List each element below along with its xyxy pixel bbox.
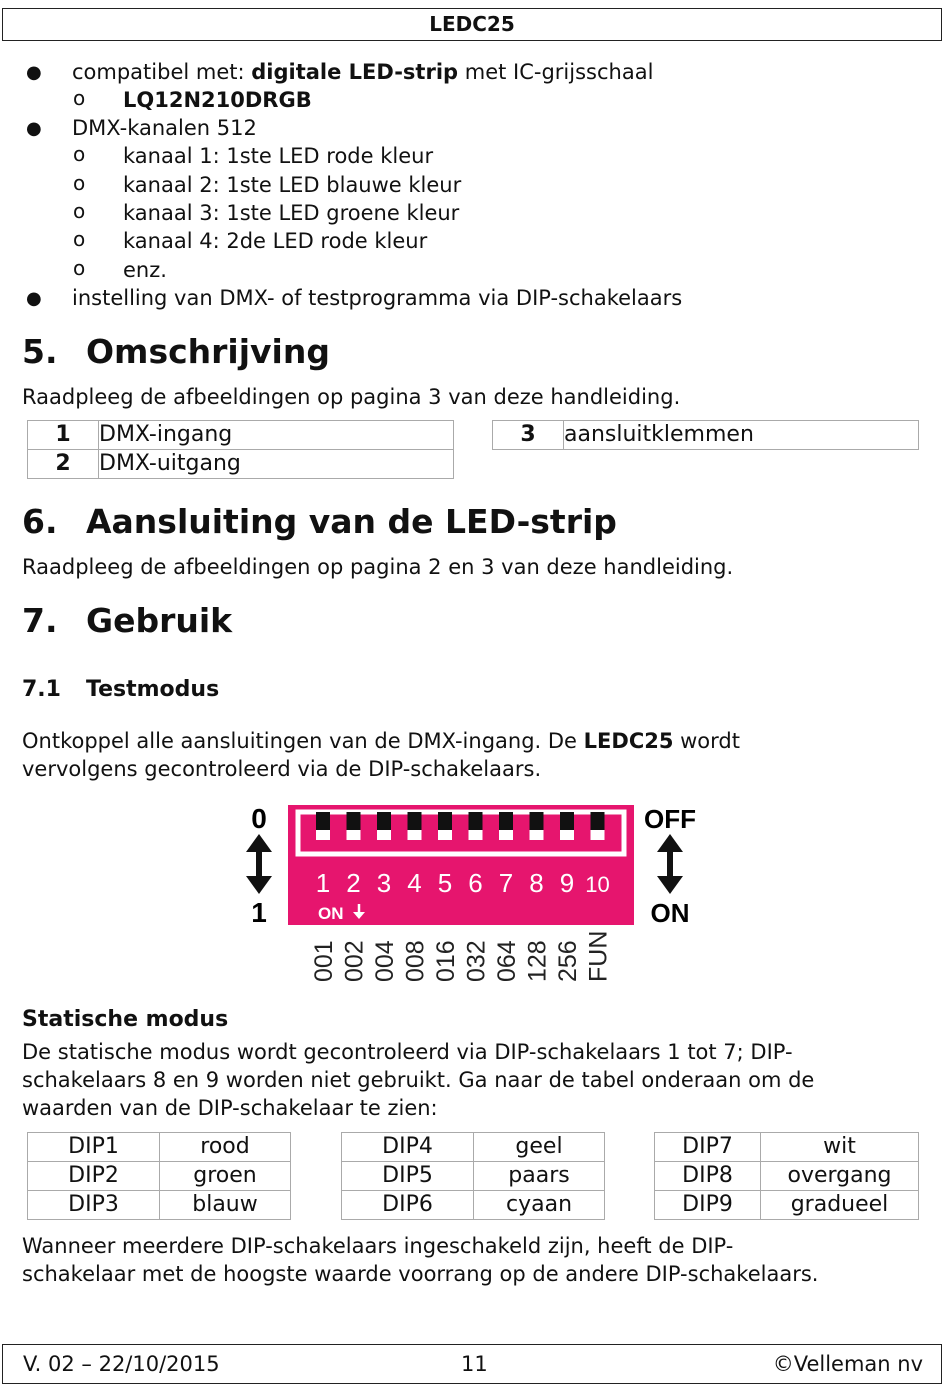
feature-dmx-channels: DMX-kanalen 512 (72, 116, 257, 140)
dip-switch-number: 3 (376, 868, 392, 898)
dip-switch-number: 10 (585, 872, 610, 897)
table-row (28, 421, 454, 450)
part-number: 3 (493, 421, 564, 450)
dip-switch-value: 008 (401, 940, 430, 982)
channel-item: kanaal 4: 2de LED rode kleur (123, 229, 428, 253)
color-cell: wit (761, 1133, 919, 1162)
color-cell: blauw (160, 1191, 291, 1220)
color-cell: cyaan (474, 1191, 605, 1220)
compat-bold: digitale LED-strip (251, 60, 459, 84)
dip-switch-value: 032 (462, 940, 491, 982)
feature-compat (72, 58, 653, 86)
section-number: 7. (22, 601, 58, 640)
product-name: LEDC25 (583, 729, 674, 753)
section-6-intro: Raadpleeg de afbeeldingen op pagina 2 en 3 van deze handleiding. (22, 555, 734, 579)
part-label: DMX-uitgang (99, 450, 454, 479)
parts-table-right (492, 420, 919, 450)
color-cell: overgang (761, 1162, 919, 1191)
part-label: aansluitklemmen (564, 421, 919, 450)
dip-switch-number: 6 (468, 868, 483, 898)
section-title: Testmodus (86, 677, 220, 702)
dip-cell: DIP4 (342, 1133, 474, 1162)
dip-cell: DIP2 (28, 1162, 160, 1191)
bullet-icon: ● (26, 118, 42, 139)
dip-switch-knob (316, 812, 330, 830)
testmode-paragraph-line2: vervolgens gecontroleerd via de DIP-schakelaars. (22, 757, 542, 781)
dip-switch-value: 128 (523, 940, 552, 982)
dip-color-table-2 (341, 1132, 605, 1220)
dip-switch-value: 001 (310, 940, 338, 982)
on-indicator-label: ON (318, 904, 344, 923)
color-cell: rood (160, 1133, 291, 1162)
sub-bullet-icon: o (73, 86, 86, 110)
channel-item: kanaal 3: 1ste LED groene kleur (123, 201, 460, 225)
table-row (28, 1133, 291, 1162)
dip-switch-knob (377, 812, 391, 830)
section-title: Omschrijving (86, 332, 330, 371)
dip-switch-value: 004 (371, 940, 399, 982)
dip-cell: DIP1 (28, 1133, 160, 1162)
channel-item: kanaal 1: 1ste LED rode kleur (123, 144, 434, 168)
dip-switch-number: 9 (559, 868, 575, 898)
dip-color-table-3 (654, 1132, 919, 1220)
section-5-heading (22, 332, 330, 371)
dip-switch-knob (469, 812, 483, 830)
dip-switch-knob (560, 812, 574, 830)
dip-switch-number: 1 (315, 868, 331, 898)
right-bottom-label: ON (650, 898, 690, 928)
static-mode-line: waarden van de DIP-schakelaar te zien: (22, 1096, 438, 1120)
section-number: 7.1 (22, 677, 61, 702)
dip-switch-number: 2 (346, 868, 361, 898)
table-row (342, 1133, 605, 1162)
page-footer (2, 1344, 942, 1384)
compat-prefix: compatibel met: (72, 60, 252, 84)
section-5-intro: Raadpleeg de afbeeldingen op pagina 3 van deze handleiding. (22, 385, 681, 409)
left-bottom-label: 1 (251, 897, 267, 928)
table-row (28, 1191, 291, 1220)
dip-switch-value: 016 (432, 940, 460, 982)
table-row (342, 1191, 605, 1220)
section-7-1-heading (22, 677, 219, 702)
dip-switch-value: 002 (340, 940, 369, 982)
footer-copyright: ©Velleman nv (772, 1352, 923, 1376)
dip-switch-knob (408, 812, 422, 830)
table-row (493, 421, 919, 450)
priority-note-line: Wanneer meerdere DIP-schakelaars ingeschakeld zijn, heeft de DIP- (22, 1234, 734, 1258)
dip-cell: DIP9 (655, 1191, 761, 1220)
bullet-icon: ● (26, 62, 42, 83)
bullet-icon: ● (26, 288, 42, 309)
priority-note-line: schakelaar met de hoogste waarde voorrang op de andere DIP-schakelaars. (22, 1262, 819, 1286)
feature-dip-setting: instelling van DMX- of testprogramma via DIP-schakelaars (72, 286, 683, 310)
color-cell: paars (474, 1162, 605, 1191)
dip-switch-knob (499, 812, 513, 830)
table-row (342, 1162, 605, 1191)
dip-cell: DIP7 (655, 1133, 761, 1162)
sub-bullet-icon: o (73, 227, 86, 251)
parts-table-left (27, 420, 454, 479)
dip-switch-knob (530, 812, 544, 830)
section-7-heading (22, 601, 232, 640)
dip-switch-knob (438, 812, 452, 830)
channel-item: enz. (123, 258, 167, 282)
text-span: Ontkoppel alle aansluitingen van de DMX-ingang. De (22, 729, 584, 753)
dip-switch-knob (347, 812, 361, 830)
static-mode-title: Statische modus (22, 1007, 229, 1032)
dip-switch-knob (591, 812, 605, 830)
right-double-arrow-icon (657, 834, 683, 894)
section-title: Gebruik (86, 601, 233, 640)
left-top-label: 0 (251, 803, 267, 834)
dip-switch-value: 256 (554, 940, 582, 982)
part-number: 2 (28, 450, 99, 479)
dip-switch-number: 7 (498, 868, 514, 898)
footer-page-number: 11 (461, 1352, 488, 1376)
sub-bullet-icon: o (73, 256, 86, 280)
sub-bullet-icon: o (73, 142, 86, 166)
dip-cell: DIP3 (28, 1191, 160, 1220)
section-number: 6. (22, 502, 58, 541)
right-top-label: OFF (644, 804, 696, 834)
dip-switch-number: 8 (529, 868, 544, 898)
sub-bullet-icon: o (73, 199, 86, 223)
color-cell: groen (160, 1162, 291, 1191)
feature-compat-sub: LQ12N210DRGB (123, 88, 312, 112)
sub-bullet-icon: o (73, 171, 86, 195)
table-row (655, 1162, 919, 1191)
dip-cell: DIP5 (342, 1162, 474, 1191)
dip-switch-number: 4 (407, 868, 422, 898)
text-span: wordt (673, 729, 740, 753)
footer-version: V. 02 – 22/10/2015 (23, 1352, 220, 1376)
left-double-arrow-icon (246, 834, 272, 894)
dip-switch-number: 5 (437, 868, 453, 898)
color-cell: gradueel (761, 1191, 919, 1220)
dip-color-table-1 (27, 1132, 291, 1220)
part-number: 1 (28, 421, 99, 450)
dip-switch-values (310, 931, 613, 982)
part-label: DMX-ingang (99, 421, 454, 450)
testmode-paragraph-line1 (22, 727, 740, 755)
table-row (655, 1191, 919, 1220)
compat-suffix: met IC-grijsschaal (458, 60, 654, 84)
table-row (28, 450, 454, 479)
dip-switch-figure (240, 800, 710, 990)
section-6-heading (22, 502, 617, 541)
dip-switch-value: FUN (584, 930, 613, 982)
static-mode-line: schakelaars 8 en 9 worden niet gebruikt. Ga naar de tabel onderaan om de (22, 1068, 815, 1092)
section-number: 5. (22, 332, 58, 371)
table-row (655, 1133, 919, 1162)
header-title: LEDC25 (429, 12, 515, 36)
static-mode-line: De statische modus wordt gecontroleerd via DIP-schakelaars 1 tot 7; DIP- (22, 1040, 793, 1064)
dip-switch-value: 064 (493, 940, 521, 982)
table-row (28, 1162, 291, 1191)
dip-cell: DIP8 (655, 1162, 761, 1191)
section-title: Aansluiting van de LED-strip (86, 502, 617, 541)
page-header (2, 8, 942, 41)
color-cell: geel (474, 1133, 605, 1162)
channel-item: kanaal 2: 1ste LED blauwe kleur (123, 173, 462, 197)
dip-cell: DIP6 (342, 1191, 474, 1220)
